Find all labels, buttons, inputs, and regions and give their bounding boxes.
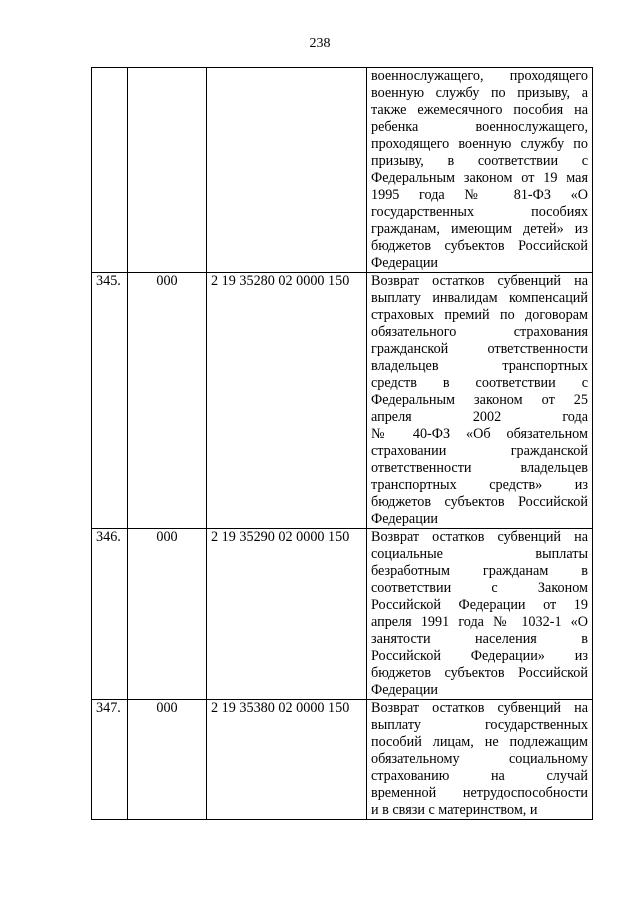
table-row bbox=[92, 529, 593, 700]
description-line: ребенка военнослужащего, bbox=[371, 119, 588, 135]
description-line: Федерации bbox=[371, 682, 439, 698]
description-line: военнослужащего, проходящего bbox=[371, 68, 588, 84]
description-cell bbox=[367, 529, 593, 700]
description-line: занятости населения в bbox=[371, 631, 588, 647]
description-line: Федерации bbox=[371, 255, 439, 271]
description-line: Возврат остатков субвенций на bbox=[371, 273, 588, 289]
budget-classification-code-cell: 2 19 35380 02 0000 150 bbox=[207, 700, 367, 820]
table-row bbox=[92, 700, 593, 820]
admin-code-cell bbox=[128, 68, 207, 273]
description-line: транспортных средств» из bbox=[371, 477, 588, 493]
description-line: призыву, в соответствии с bbox=[371, 153, 588, 169]
description-line: апреля 1991 года № 1032-1 «О bbox=[371, 614, 588, 630]
table-row bbox=[92, 273, 593, 529]
description-line: выплату инвалидам компенсаций bbox=[371, 290, 588, 306]
description-line: страховании гражданской bbox=[371, 443, 588, 459]
description-cell bbox=[367, 68, 593, 273]
row-number-cell: 346. bbox=[92, 529, 128, 700]
description-line: Федерации bbox=[371, 511, 439, 527]
description-line: страховых премий по договорам bbox=[371, 307, 588, 323]
description-line: военную службу по призыву, а bbox=[371, 85, 588, 101]
description-line: владельцев транспортных bbox=[371, 358, 588, 374]
description-line: страхованию на случай bbox=[371, 768, 588, 784]
description-line: и в связи с материнством, и bbox=[371, 802, 538, 818]
description-line: Российской Федерации от 19 bbox=[371, 597, 588, 613]
description-line: выплату государственных bbox=[371, 717, 588, 733]
description-line: Российской Федерации» из bbox=[371, 648, 588, 664]
description-line: социальные выплаты bbox=[371, 546, 588, 562]
description-line: гражданам, имеющим детей» из bbox=[371, 221, 588, 237]
description-line: Федеральным законом от 25 bbox=[371, 392, 588, 408]
description-line: проходящего военную службу по bbox=[371, 136, 588, 152]
description-cell bbox=[367, 700, 593, 820]
description-line: гражданской ответственности bbox=[371, 341, 588, 357]
row-number-cell: 347. bbox=[92, 700, 128, 820]
description-line: Федеральным законом от 19 мая bbox=[371, 170, 588, 186]
budget-classification-code-cell: 2 19 35290 02 0000 150 bbox=[207, 529, 367, 700]
description-line: бюджетов субъектов Российской bbox=[371, 665, 588, 681]
table-body bbox=[92, 68, 593, 820]
admin-code-cell: 000 bbox=[128, 273, 207, 529]
description-line: пособий лицам, не подлежащим bbox=[371, 734, 588, 750]
budget-classification-code-cell: 2 19 35280 02 0000 150 bbox=[207, 273, 367, 529]
description-line: временной нетрудоспособности bbox=[371, 785, 588, 801]
admin-code-cell: 000 bbox=[128, 529, 207, 700]
description-line: безработным гражданам в bbox=[371, 563, 588, 579]
description-line: апреля 2002 года bbox=[371, 409, 588, 425]
page-number: 238 bbox=[309, 36, 331, 51]
admin-code-cell: 000 bbox=[128, 700, 207, 820]
row-number-cell: 345. bbox=[92, 273, 128, 529]
description-line: 1995 года № 81-ФЗ «О bbox=[371, 187, 588, 203]
description-cell bbox=[367, 273, 593, 529]
description-line: бюджетов субъектов Российской bbox=[371, 238, 588, 254]
budget-codes-table bbox=[91, 67, 593, 820]
budget-classification-code-cell bbox=[207, 68, 367, 273]
description-line: обязательному социальному bbox=[371, 751, 588, 767]
description-line: Возврат остатков субвенций на bbox=[371, 529, 588, 545]
description-line: бюджетов субъектов Российской bbox=[371, 494, 588, 510]
description-line: Возврат остатков субвенций на bbox=[371, 700, 588, 716]
table-row bbox=[92, 68, 593, 273]
description-line: соответствии с Законом bbox=[371, 580, 588, 596]
description-line: средств в соответствии с bbox=[371, 375, 588, 391]
description-line: обязательного страхования bbox=[371, 324, 588, 340]
description-line: также ежемесячного пособия на bbox=[371, 102, 588, 118]
description-line: государственных пособиях bbox=[371, 204, 588, 220]
description-line: ответственности владельцев bbox=[371, 460, 588, 476]
row-number-cell bbox=[92, 68, 128, 273]
description-line: № 40-ФЗ «Об обязательном bbox=[371, 426, 588, 442]
